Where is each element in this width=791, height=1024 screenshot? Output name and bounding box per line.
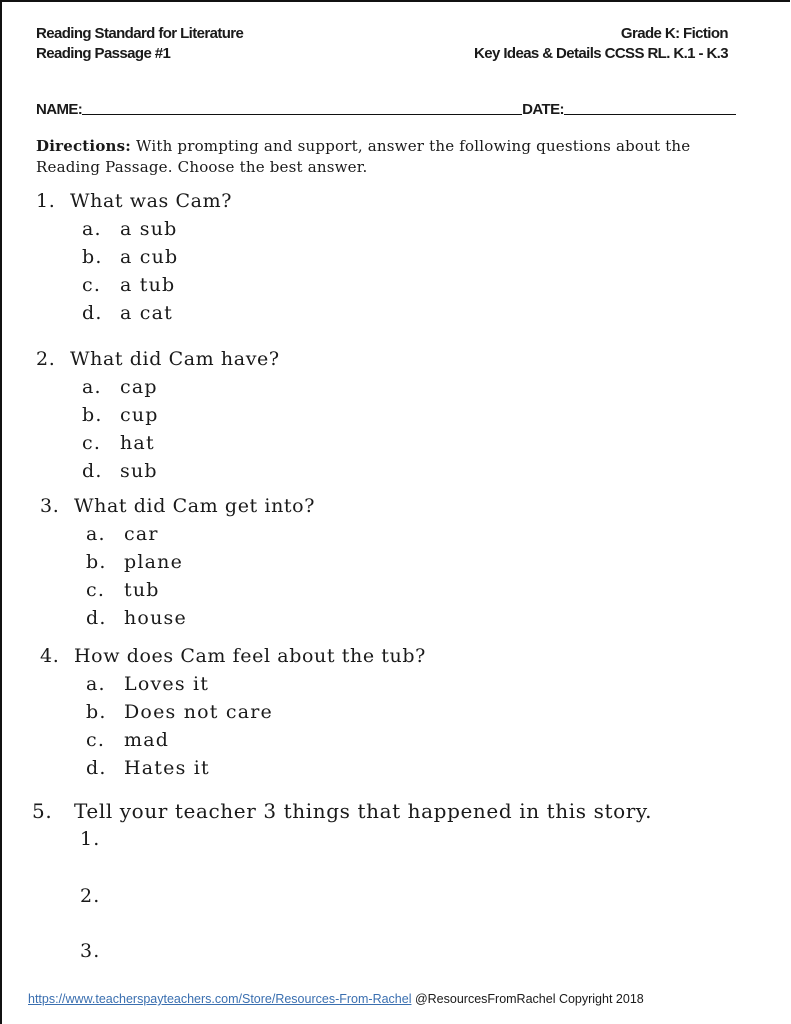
question-2: 2. What did Cam have?: [36, 348, 280, 370]
question-text: Tell your teacher 3 things that happened in this story.: [74, 799, 653, 823]
standards-label: Key Ideas & Details CCSS RL. K.1 - K.3: [474, 45, 728, 62]
answer-option[interactable]: b. cup: [82, 404, 159, 426]
name-date-row: [36, 96, 744, 118]
directions-label: Directions:: [36, 137, 132, 155]
response-line-3[interactable]: 3.: [80, 940, 101, 962]
standard-title: Reading Standard for Literature: [36, 25, 244, 42]
answer-option[interactable]: d. Hates it: [86, 757, 210, 779]
question-text: What was Cam?: [70, 190, 233, 212]
copyright-text: @ResourcesFromRachel Copyright 2018: [411, 992, 644, 1006]
date-label: DATE:: [522, 101, 564, 118]
header-right: [474, 24, 728, 64]
question-text: How does Cam feel about the tub?: [74, 645, 426, 667]
question-5: 5. Tell your teacher 3 things that happened in this story.: [32, 799, 653, 823]
question-text: What did Cam have?: [70, 348, 280, 370]
response-line-1[interactable]: 1.: [80, 828, 101, 850]
name-field[interactable]: [82, 114, 522, 115]
passage-title: Reading Passage #1: [36, 45, 171, 62]
question-1: 1. What was Cam?: [36, 190, 233, 212]
store-link[interactable]: https://www.teacherspayteachers.com/Store/Resources-From-Rachel: [28, 992, 412, 1006]
question-text: What did Cam get into?: [74, 495, 315, 517]
question-3: 3. What did Cam get into?: [40, 495, 315, 517]
name-label: NAME:: [36, 101, 83, 118]
response-line-2[interactable]: 2.: [80, 885, 101, 907]
answer-option[interactable]: a. car: [86, 523, 159, 545]
answer-option[interactable]: d. sub: [82, 460, 158, 482]
header-left: [36, 24, 243, 64]
answer-option[interactable]: b. a cub: [82, 246, 179, 268]
answer-option[interactable]: a. Loves it: [86, 673, 210, 695]
date-field[interactable]: [564, 114, 736, 115]
answer-option[interactable]: c. tub: [86, 579, 160, 601]
answer-option[interactable]: b. plane: [86, 551, 184, 573]
answer-option[interactable]: c. mad: [86, 729, 170, 751]
answer-option[interactable]: b. Does not care: [86, 701, 273, 723]
answer-option[interactable]: a. a sub: [82, 218, 178, 240]
directions: [36, 136, 696, 178]
answer-option[interactable]: a. cap: [82, 376, 158, 398]
footer: [28, 992, 644, 1006]
answer-option[interactable]: c. a tub: [82, 274, 176, 296]
answer-option[interactable]: d. house: [86, 607, 187, 629]
grade-label: Grade K: Fiction: [620, 25, 728, 42]
directions-text: With prompting and support, answer the following questions about the Reading Passage. Choose the best answer.: [36, 137, 691, 176]
question-4: 4. How does Cam feel about the tub?: [40, 645, 426, 667]
answer-option[interactable]: d. a cat: [82, 302, 173, 324]
answer-option[interactable]: c. hat: [82, 432, 155, 454]
